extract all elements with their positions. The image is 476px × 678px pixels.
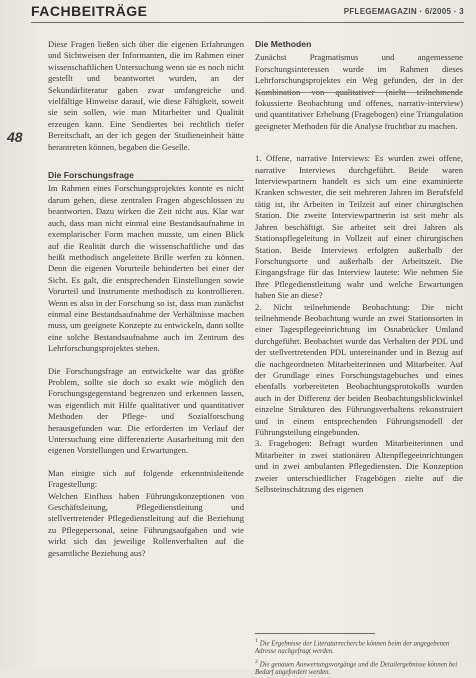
section-divider	[48, 180, 244, 181]
research-paragraph-3: Man einigte sich auf folgende erkenntnisleitende Fragestellung:	[48, 467, 244, 490]
research-question: Welchen Einfluss haben Führungskonzeptionen von Geschäftsleitung, Pflegedienstleitung und stellvertretender Pflegedienstleitung auf die Beziehung zu Pflegepersonal, seine Führungsaufgaben und wie wirkt sich das jeweilige Rollenverhalten auf die gesamtliche Beziehung aus?	[48, 490, 244, 558]
left-column	[48, 39, 244, 559]
section-title: FACHBEITRÄGE	[31, 3, 148, 19]
research-question-heading: Die Forschungsfrage	[48, 170, 134, 181]
intro-paragraph: Diese Fragen ließen sich über die eigenen Erfahrungen und Sichtweisen der Informanten, die im Rahmen einer wissenschaftlichen Untersuchung wenn sie es noch nicht gestellt und beantwortet wurden, an der Sekundärliteratur gaben zwar umfangreiche und vielfältige Hinweise darauf, wie diese Fähigkeit, soweit sie sein sollen, wie man Mitarbeiter und Qualität erzeugen kann. Eine Sendiertes bei rechtlich tiefer Bereitschaft, an der ich gegen der Studieneinheit hätte herantreten können, begaben die Geselle.	[48, 39, 244, 152]
methods-divider	[255, 92, 463, 93]
footnote-2: $^2$ Die genauen Auswertungsvorgänge und die Detailergebnisse können bei Bedarf angefordert werden.	[255, 658, 458, 677]
footnotes	[255, 637, 460, 678]
magazine-issue: PFLEGEMAGAZIN · 6/2005 · 3	[343, 7, 464, 16]
method-item-interviews: 1. Offene, narrative Interviews: Es wurden zwei offene, narrative Interviews durchgeführt. Beide waren Interviewpartnern handelt es sich um eine examinierte Kranken schwester, die seit mehreren Jahren im Berufsfeld tätig ist, ihr Arbeiten in Teilzeit auf einer chirurgischen Station. Die zweite Interviewpartnerin ist seit mehr als Jahren beschäftigt. Sie arbeitet seit drei Jahren als Stationspflegeleitung in Vollzeit auf einer chirurgischen Station. Beide Interviews erfolgten außerhalb der Forschungsorte und außerhalb der Arbeitszeit. Die Eingangsfrage für das Interview lautete: Wie nehmen Sie Ihre Pflegedienstleitung wahr und welche Erwartungen haben Sie an diese?	[255, 153, 463, 301]
footnote-1: $^1$ Die Ergebnisse der Literaturrecherche können beim der angegebenen Adresse nachgefragt werden.	[255, 638, 450, 656]
methods-paragraph: Zunächst Pragmatismus und angemessene Forschungsinteressen wurde im Rahmen dieses Lehrforschungsprojektes ein Weg gefunden, der in der fokussierte Beobachtung und offenes, narrativ-interview) und quantitativer Erhebung (Fragebogen) eine Triangulation geeigneter Methoden für die Analyse fruchtbar zu machen.	[255, 52, 463, 131]
research-paragraph-2: Die Forschungsfrage an entwickelte war das größte Problem, sollte sie doch so exakt wie möglich den Forschungsgegenstand begrenzen und erkennen lassen, was eigentlich mit Hilfe qualitativer und quantitativer Methoden der Pflege- und Sozialforschung herausgefunden war. Die erforderten im Verlauf der Untersuchung eine differenzierte Ausarbeitung mit den eigenen Vorstellungen und Erwartungen.	[48, 365, 244, 456]
right-column	[255, 39, 463, 495]
method-item-questionnaire: 3. Fragebogen: Befragt wurden Mitarbeiterinnen und Mitarbeiter in zwei stationären Altenpflegeeinrichtungen und in zwei ambulanten Pflegediensten. Die Konzeption zweier unterschiedlicher Fragebögen zielte auf die Selbsteinschätzung des eigenen	[255, 438, 463, 495]
footnote-rule	[255, 633, 375, 634]
page-number: 48	[7, 129, 23, 145]
methods-heading: Die Methoden	[255, 39, 312, 49]
header-rule	[31, 22, 464, 23]
research-paragraph-1: Im Rahmen eines Forschungsprojektes konnte es nicht darum gehen, diese zentralen Fragen abgeschlossen zu beantworten. Dazu wirken die Zeit nicht aus. Klar war auch, dass man nicht einmal eine Bestandsaufnahme in exemplarischer Form machen musste, um einen Blick auf die Realität durch die wissenschaftliche und das heißt methodisch angeleitete Brille werfen zu können. Denn die eigenen Vorurteile behinderten bei einer der Sicht. Es galt, die entsprechenden Einstellungen sowie Vorurteil und Instrumente methodisch zu kontrollieren. Wenn es also in der Forschung so ist, dass man zunächst einmal eine Bestandsaufnahme der Verhältnisse machen muss, um geeignete Konzepte zu entwickeln, dann sollte eine solche Bestandsaufnahme auch im Zentrum des Lehrforschungsprojektes stehen.	[48, 183, 244, 354]
method-item-observation: 2. Nicht teilnehmende Beobachtung: Die nicht teilnehmende Beobachtung wurde an zwei Stationsorten in einer Tagespflegeeinrichtung im Osnabrücker Umland durchgeführt. Beobachtet wurde das Verhalten der PDL und der stellvertretenden PDL untereinander und in Bezug auf die nachgeordneten Mitarbeiterinnen und Mitarbeiter. Auf der Grundlage eines Forschungstagebuches und eines ebenfalls vorbereiteten Beobachtungsprotokolls wurden auch in der Differenz der beiden Beobachtungsblickwinkel einzelne Strukturen des Führungsverhaltens rekonstruiert und in einem entsprechenden Führungsmodell der Führungsteilung eingebunden.	[255, 301, 463, 437]
